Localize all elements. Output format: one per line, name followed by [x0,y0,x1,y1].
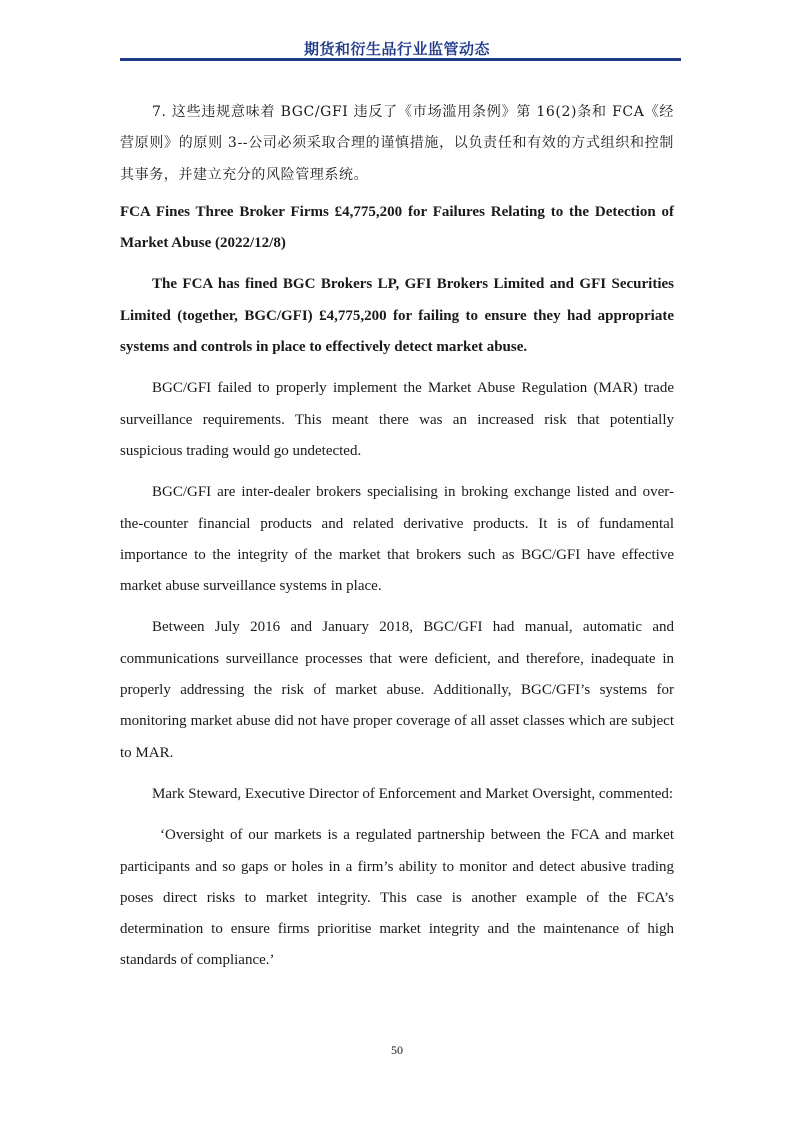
page-number: 50 [391,1043,403,1057]
lead-paragraph: The FCA has fined BGC Brokers LP, GFI Brokers Limited and GFI Securities Limited (together, BGC/GFI) £4,775,200 for failing to ensure they had appropriate systems and controls in place to effectively detect market abuse. [120,276,674,356]
body-paragraph-3: Between July 2016 and January 2018, BGC/GFI had manual, automatic and communications surveillance processes that were deficient, and therefore, inadequate in properly addressing the risk of market abuse. Additionally, BGC/GFI’s systems for monitoring market abuse did not have proper coverage of all asset classes which are subject to MAR. [120,619,674,761]
body-paragraph-1: BGC/GFI failed to properly implement the Market Abuse Regulation (MAR) trade surveillance requirements. This meant there was an increased risk that potentially suspicious trading would go undetected. [120,380,674,459]
body-paragraph-4: Mark Steward, Executive Director of Enforcement and Market Oversight, commented: [152,785,674,802]
header-rule [120,58,681,61]
document-body [120,97,674,977]
running-header-title: 期货和衍生品行业监管动态 [303,40,490,58]
quote-paragraph: ‘Oversight of our markets is a regulated partnership between the FCA and market participants and so gaps or holes in a firm’s ability to monitor and detect abusive trading poses direct risks to market integrity. This case is another example of the FCA’s determination to ensure firms prioritise market integrity and the maintenance of high standards of compliance.’ [120,827,674,969]
chinese-paragraph: 7. 这些违规意味着 BGC/GFI 违反了《市场滥用条例》第 16(2)条和 FCA《经营原则》的原则 3--公司必须采取合理的谨慎措施，以负责任和有效的方式组织和控制其事务，并建立充分的风险管理系统。 [120,104,674,183]
article-title: FCA Fines Three Broker Firms £4,775,200 for Failures Relating to the Detection of Market Abuse (2022/12/8) [120,203,674,252]
body-paragraph-2: BGC/GFI are inter-dealer brokers specialising in broking exchange listed and over-the-counter financial products and related derivative products. It is of fundamental importance to the integrity of the market that brokers such as BGC/GFI have effective market abuse surveillance systems in place. [120,484,674,595]
